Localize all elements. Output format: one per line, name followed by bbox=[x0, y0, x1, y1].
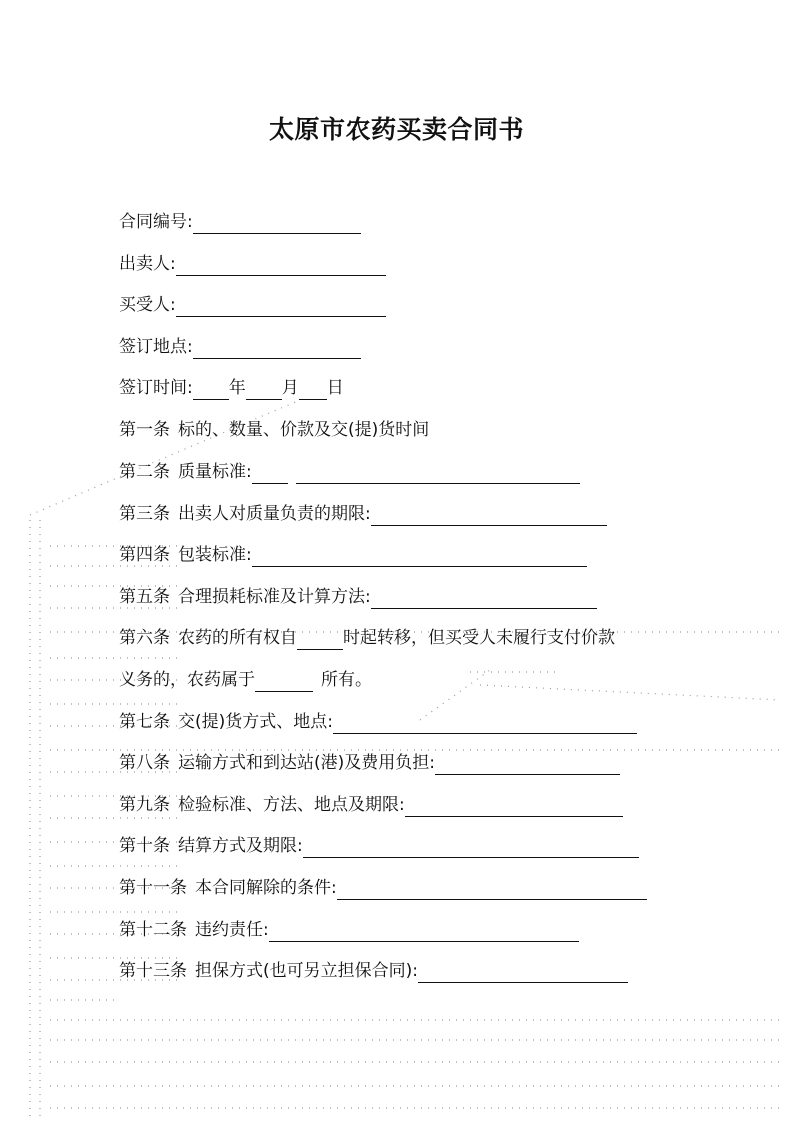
article-blank bbox=[371, 505, 607, 526]
article-blank bbox=[252, 463, 288, 484]
article-12 bbox=[119, 918, 579, 942]
article-blank bbox=[269, 921, 579, 942]
signing-place-label: 签订地点: bbox=[119, 337, 193, 357]
article-text: 农药的所有权自 bbox=[178, 628, 297, 648]
article-1 bbox=[119, 418, 429, 442]
article-text: 义务的，农药属于 bbox=[119, 670, 255, 690]
month-blank bbox=[246, 379, 282, 400]
year-label: 年 bbox=[228, 378, 246, 398]
buyer-label: 买受人: bbox=[119, 295, 176, 315]
buyer-line bbox=[119, 293, 386, 317]
document-title: 太原市农药买卖合同书 bbox=[268, 115, 524, 144]
article-text: 交(提)货方式、地点: bbox=[178, 712, 333, 732]
article-blank bbox=[337, 879, 647, 900]
day-blank bbox=[299, 379, 327, 400]
article-number: 第二条 bbox=[119, 462, 170, 482]
contract-number-line bbox=[119, 210, 361, 234]
article-text: 本合同解除的条件: bbox=[195, 878, 337, 898]
signing-place-line bbox=[119, 335, 361, 359]
article-text: 时起转移，但买受人未履行支付价款 bbox=[343, 628, 615, 648]
article-number: 第八条 bbox=[119, 753, 170, 773]
article-6-continued bbox=[119, 668, 372, 692]
signing-place-blank bbox=[193, 338, 361, 359]
article-blank bbox=[333, 713, 637, 734]
article-8 bbox=[119, 751, 620, 775]
article-number: 第四条 bbox=[119, 545, 170, 565]
article-blank bbox=[297, 629, 343, 650]
article-text: 结算方式及期限: bbox=[178, 836, 303, 856]
article-9 bbox=[119, 793, 623, 817]
signing-date-label: 签订时间: bbox=[119, 378, 193, 398]
buyer-blank bbox=[176, 296, 386, 317]
article-text: 担保方式(也可另立担保合同): bbox=[195, 961, 418, 981]
year-blank bbox=[193, 379, 229, 400]
article-number: 第三条 bbox=[119, 504, 170, 524]
article-blank bbox=[255, 671, 313, 692]
signing-date-line bbox=[119, 376, 344, 400]
article-7 bbox=[119, 710, 637, 734]
article-blank bbox=[435, 754, 620, 775]
article-number: 第九条 bbox=[119, 795, 170, 815]
article-text: 出卖人对质量负责的期限: bbox=[178, 504, 371, 524]
article-number: 第五条 bbox=[119, 587, 170, 607]
article-number: 第十二条 bbox=[119, 920, 187, 940]
contract-number-label: 合同编号: bbox=[119, 212, 193, 232]
article-text: 运输方式和到达站(港)及费用负担: bbox=[178, 753, 435, 773]
article-2 bbox=[119, 460, 580, 484]
article-11 bbox=[119, 876, 647, 900]
contract-number-blank bbox=[193, 213, 361, 234]
article-blank bbox=[405, 796, 623, 817]
article-number: 第一条 bbox=[119, 420, 170, 440]
month-label: 月 bbox=[281, 378, 299, 398]
article-5 bbox=[119, 585, 597, 609]
article-6 bbox=[119, 626, 615, 650]
article-blank bbox=[418, 962, 628, 983]
article-text: 标的、数量、价款及交(提)货时间 bbox=[178, 420, 430, 440]
article-blank bbox=[252, 546, 587, 567]
article-text: 所有。 bbox=[321, 670, 372, 690]
article-number: 第七条 bbox=[119, 712, 170, 732]
article-13 bbox=[119, 959, 628, 983]
day-label: 日 bbox=[326, 378, 344, 398]
article-10 bbox=[119, 834, 639, 858]
article-text: 质量标准: bbox=[178, 462, 252, 482]
article-text: 违约责任: bbox=[195, 920, 269, 940]
article-number: 第十三条 bbox=[119, 961, 187, 981]
article-4 bbox=[119, 543, 587, 567]
seller-line bbox=[119, 252, 386, 276]
article-3 bbox=[119, 502, 607, 526]
article-number: 第十条 bbox=[119, 836, 170, 856]
article-text: 检验标准、方法、地点及期限: bbox=[178, 795, 405, 815]
article-blank bbox=[296, 463, 580, 484]
article-number: 第六条 bbox=[119, 628, 170, 648]
seller-label: 出卖人: bbox=[119, 254, 176, 274]
article-text: 包装标准: bbox=[178, 545, 252, 565]
article-blank bbox=[303, 837, 639, 858]
seller-blank bbox=[176, 255, 386, 276]
article-blank bbox=[371, 588, 597, 609]
article-text: 合理损耗标准及计算方法: bbox=[178, 587, 371, 607]
article-number: 第十一条 bbox=[119, 878, 187, 898]
